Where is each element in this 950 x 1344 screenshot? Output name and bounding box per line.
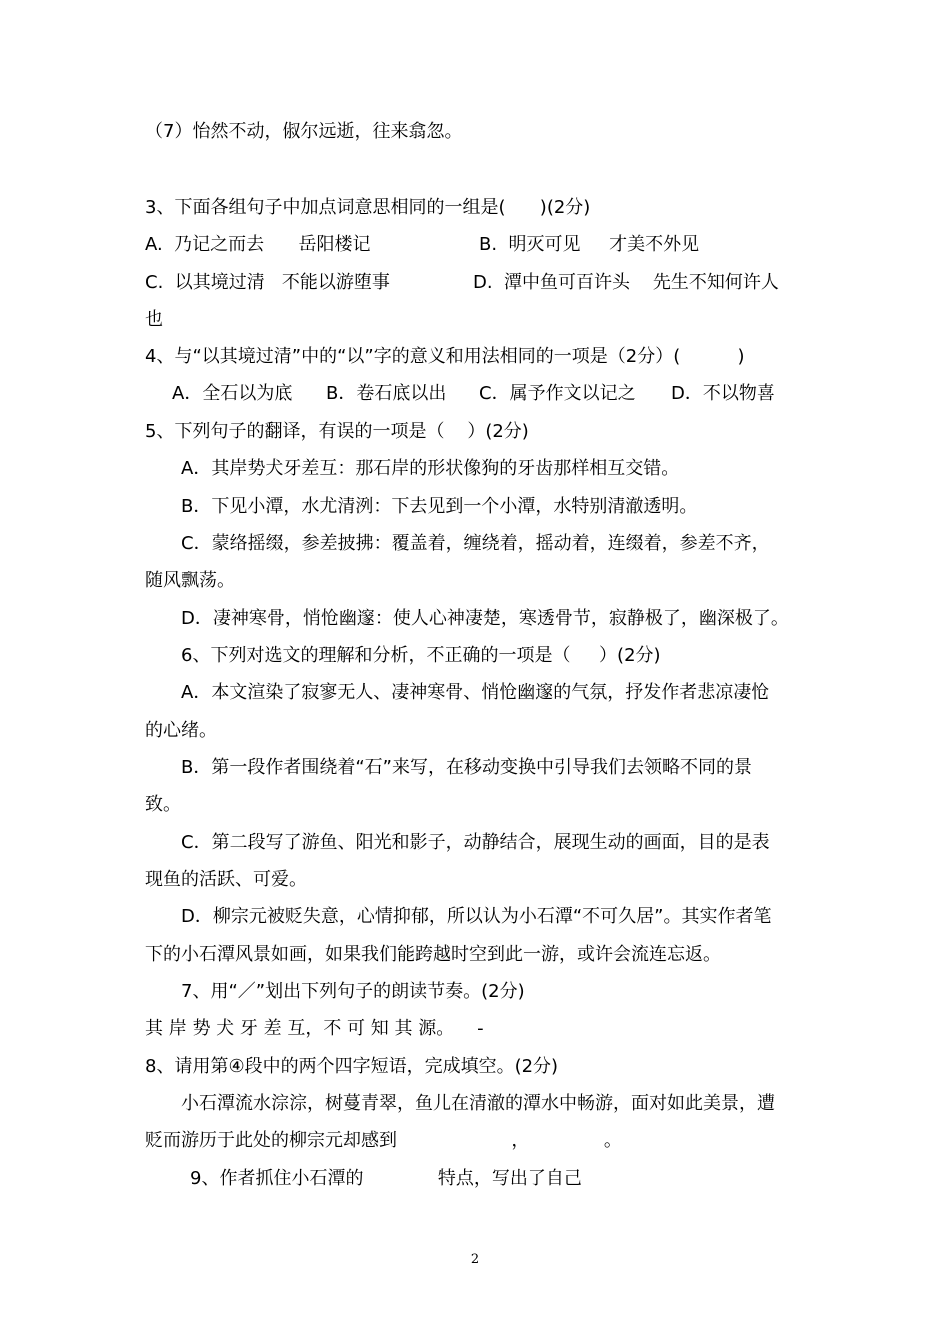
question-6-option-b: B．第一段作者围绕着“石”来写，在移动变换中引导我们去领略不同的景 <box>181 757 752 778</box>
question-7: 7、用“／”划出下列句子的朗读节奏。(2分) <box>181 981 525 1002</box>
question-3-option-b: B. 明灭可见 才美不外见 <box>479 234 700 255</box>
question-3-option-a: A. 乃记之而去 岳阳楼记 <box>145 234 371 255</box>
question-4-option-b: B．卷石底以出 <box>326 383 447 404</box>
question-4-option-a: A．全石以为底 <box>172 383 293 404</box>
question-6-option-c: C．第二段写了游鱼、阳光和影子，动静结合，展现生动的画面，目的是表 <box>181 832 770 853</box>
question-5-option-a: A．其岸势犬牙差互：那石岸的形状像狗的牙齿那样相互交错。 <box>181 458 680 479</box>
question-3-option-c: C. 以其境过清 不能以游堕事 <box>145 272 390 293</box>
question-9: 9、作者抓住小石潭的 特点，写出了自己 <box>190 1168 582 1189</box>
question-4: 4、与“以其境过清”中的“以”字的意义和用法相同的一项是（2分）( ) <box>145 346 745 367</box>
question-5: 5、下列句子的翻译，有误的一项是（ ）(2分) <box>145 421 529 442</box>
question-8-text-cont: 贬而游历于此处的柳宗元却感到 ， 。 <box>145 1130 622 1151</box>
question-3-option-d: D. 潭中鱼可百许头 先生不知何许人 <box>473 272 779 293</box>
page-number: 2 <box>470 1252 480 1267</box>
question-5-option-c-cont: 随风飘荡。 <box>145 570 235 591</box>
question-6: 6、下列对选文的理解和分析，不正确的一项是（ ）(2分) <box>181 645 661 666</box>
question-5-option-b: B．下见小潭，水尤清洌：下去见到一个小潭，水特别清澈透明。 <box>181 496 698 517</box>
question-6-option-c-cont: 现鱼的活跃、可爱。 <box>145 869 307 890</box>
question-4-option-d: D．不以物喜 <box>671 383 775 404</box>
question-6-option-d: D．柳宗元被贬失意，心情抑郁，所以认为小石潭“不可久居”。其实作者笔 <box>181 906 772 927</box>
question-6-option-b-cont: 致。 <box>145 794 181 815</box>
question-6-option-a-cont: 的心绪。 <box>145 720 217 741</box>
question-7-sentence: 其 岸 势 犬 牙 差 互，不 可 知 其 源。 - <box>145 1018 484 1039</box>
question-8: 8、请用第④段中的两个四字短语，完成填空。(2分) <box>145 1056 559 1077</box>
question-5-option-c: C．蒙络摇缀，参差披拂：覆盖着，缠绕着，摇动着，连缀着，参差不齐， <box>181 533 770 554</box>
question-3: 3、下面各组句子中加点词意思相同的一组是( )(2分) <box>145 197 591 218</box>
question-6-option-d-cont: 下的小石潭风景如画，如果我们能跨越时空到此一游，或许会流连忘返。 <box>145 944 721 965</box>
sentence-7: （7）怡然不动，俶尔远逝，往来翕忽。 <box>145 121 463 142</box>
question-4-option-c: C．属予作文以记之 <box>479 383 636 404</box>
question-3-option-d-cont: 也 <box>145 309 163 330</box>
question-6-option-a: A．本文渲染了寂寥无人、凄神寒骨、悄怆幽邃的气氛，抒发作者悲凉凄怆 <box>181 682 770 703</box>
question-5-option-d: D．凄神寒骨，悄怆幽邃：使人心神凄楚，寒透骨节，寂静极了，幽深极了。 <box>181 608 789 629</box>
question-8-text: 小石潭流水淙淙，树蔓青翠，鱼儿在清澈的潭水中畅游，面对如此美景，遭 <box>181 1093 775 1114</box>
